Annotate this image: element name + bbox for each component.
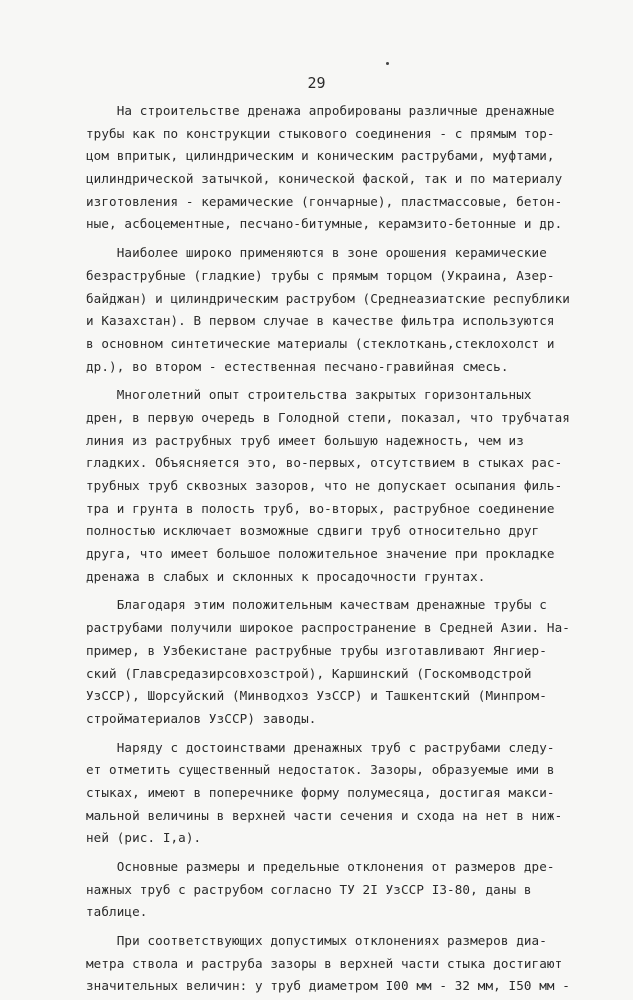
text-line: стыках, имеют в поперечнике форму полумесяца, достигая макси- (86, 784, 555, 800)
text-line: нажных труб с раструбом согласно ТУ 2I УзССР I3-80, даны в (86, 881, 532, 897)
text-line: Многолетний опыт строительства закрытых горизонтальных (86, 387, 532, 403)
text-line: линия из раструбных труб имеет большую надежность, чем из (86, 432, 524, 448)
paragraph (86, 242, 606, 378)
text-line: Наряду с достоинствами дренажных труб с раструбами следу- (86, 739, 555, 755)
text-line: др.), во втором - естественная песчано-гравийная смесь. (86, 358, 509, 374)
text-line: УзССР), Шорсуйский (Минводхоз УзССР) и Ташкентский (Минпром- (86, 688, 547, 704)
text-line: На строительстве дренажа апробированы различные дренажные (86, 103, 555, 118)
text-line: полностью исключает возможные сдвиги труб относительно друг (86, 523, 540, 539)
text-line: цом впритык, цилиндрическим и коническим раструбами, муфтами, (86, 148, 555, 164)
text-line: ней (рис. I,а). (86, 830, 202, 846)
text-line: При соответствующих допустимых отклонениях размеров диа- (86, 933, 547, 949)
text-line: таблице. (86, 904, 148, 920)
page-number: 29 (307, 74, 326, 92)
text-line: в основном синтетические материалы (стеклоткань,стеклохолст и (86, 335, 555, 351)
text-line: ский (Главсредазирсовхозстрой), Каршинский (Госкомводстрой (86, 665, 532, 681)
text-line: раструбами получили широкое распространение в Средней Азии. На- (86, 620, 570, 636)
paragraph (86, 594, 606, 730)
text-line: стройматериалов УзССР) заводы. (86, 710, 317, 726)
text-line: тра и грунта в полость труб, во-вторых, раструбное соединение (86, 500, 555, 516)
ink-speck (386, 62, 389, 65)
paragraph (86, 856, 606, 924)
text-line: цилиндрической затычкой, конической фаской, так и по материалу (86, 171, 563, 187)
text-line: трубы как по конструкции стыкового соединения - с прямым тор- (86, 125, 555, 141)
text-line: ет отметить существенный недостаток. Зазоры, образуемые ими в (86, 762, 555, 778)
text-line: ные, асбоцементные, песчано-битумные, керамзито-бетонные и др. (86, 216, 563, 232)
text-line: мальной величины в верхней части сечения и схода на нет в ниж- (86, 807, 563, 823)
paragraph (86, 930, 606, 998)
text-line: безраструбные (гладкие) трубы с прямым торцом (Украина, Азер- (86, 267, 555, 283)
paragraph (86, 384, 606, 588)
text-line: дрен, в первую очередь в Голодной степи, показал, что трубчатая (86, 409, 570, 425)
paragraph (86, 100, 606, 236)
body-text (86, 100, 606, 998)
text-line: изготовления - керамические (гончарные), пластмассовые, бетон- (86, 193, 563, 209)
text-line: Основные размеры и предельные отклонения от размеров дре- (86, 859, 555, 874)
text-line: дренажа в слабых и склонных к просадочности грунтах. (86, 568, 486, 584)
text-line: Наиболее широко применяются в зоне орошения керамические (86, 245, 547, 261)
paragraph (86, 737, 606, 850)
text-line: трубных труб сквозных зазоров, что не допускает осыпания филь- (86, 478, 563, 493)
text-line: друга, что имеет большое положительное значение при прокладке (86, 546, 555, 562)
text-line: гладких. Объясняется это, во-первых, отсутствием в стыках рас- (86, 455, 563, 471)
text-line: байджан) и цилиндрическим раструбом (Среднеазиатские республики (86, 290, 570, 306)
text-line: пример, в Узбекистане раструбные трубы изготавливают Янгиер- (86, 642, 547, 658)
text-line: метра ствола и раструба зазоры в верхней части стыка достигают (86, 955, 563, 971)
text-line: Благодаря этим положительным качествам дренажные трубы с (86, 597, 547, 613)
text-line: значительных величин: у труб диаметром I00 мм - 32 мм, I50 мм - (86, 978, 570, 994)
text-line: и Казахстан). В первом случае в качестве фильтра используются (86, 313, 555, 329)
